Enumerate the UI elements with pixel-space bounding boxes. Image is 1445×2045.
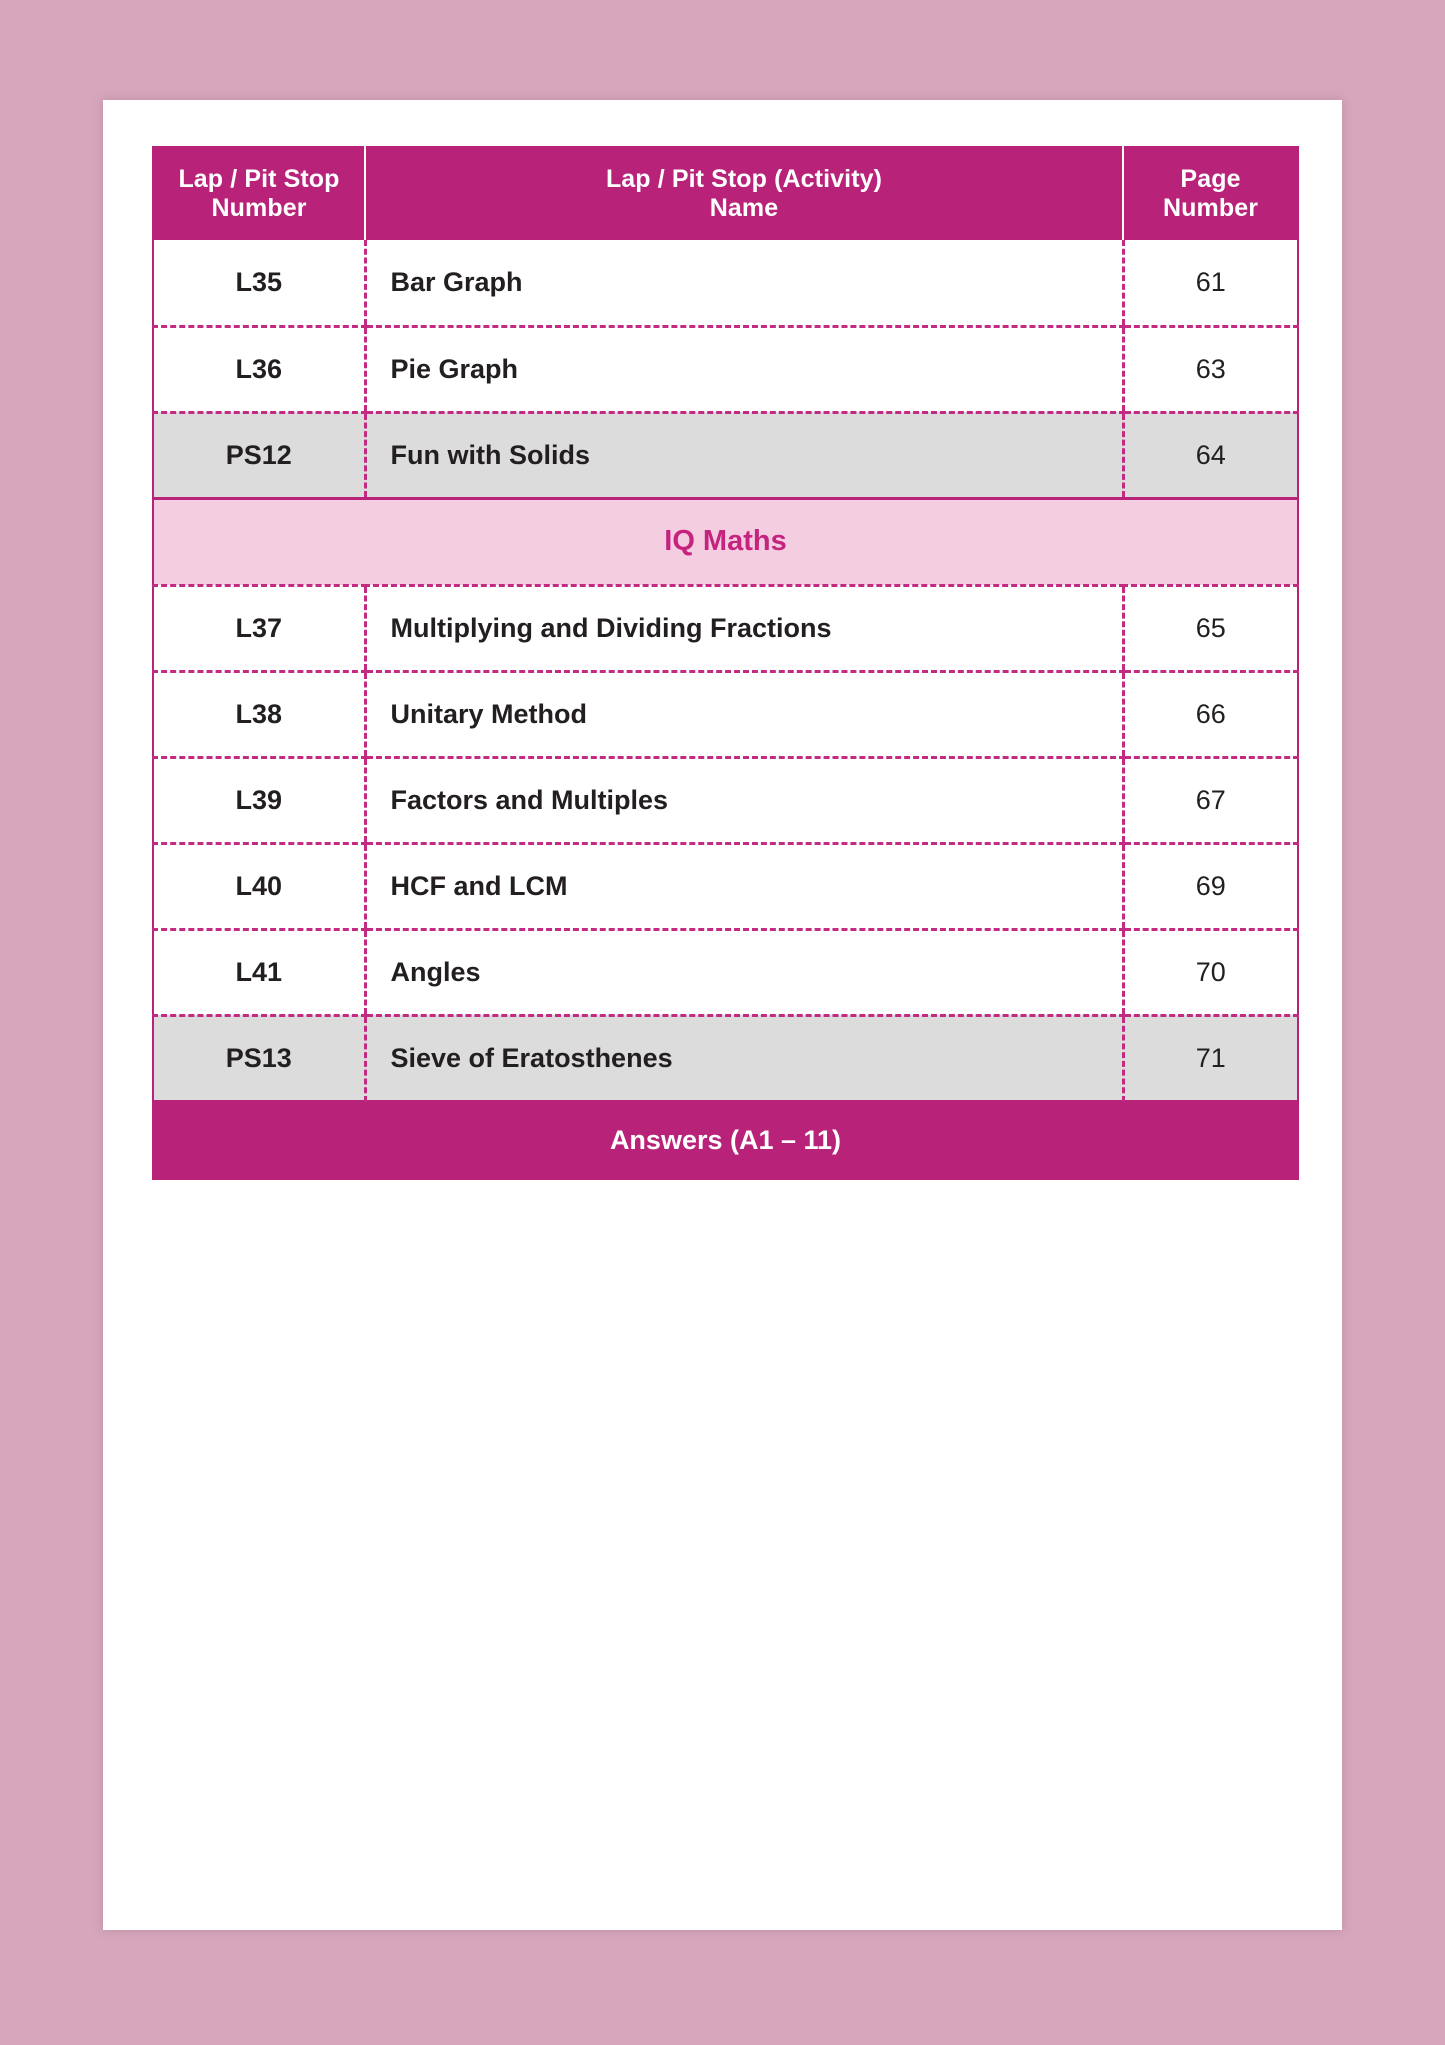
column-header-page-number — [1123, 147, 1298, 240]
table-header — [153, 147, 1298, 240]
page-sheet — [103, 100, 1342, 1930]
table-row[interactable] — [153, 757, 1298, 843]
section-title: IQ Maths — [153, 498, 1298, 585]
table-row[interactable] — [153, 843, 1298, 929]
cell-lap-number: L41 — [153, 929, 365, 1015]
cell-page-number: 67 — [1123, 757, 1298, 843]
cell-page-number: 70 — [1123, 929, 1298, 1015]
cell-page-number: 71 — [1123, 1015, 1298, 1101]
column-header-page-line2: Number — [1162, 194, 1259, 222]
answers-footer-row[interactable] — [153, 1101, 1298, 1179]
cell-page-number: 64 — [1123, 412, 1298, 498]
cell-page-number: 65 — [1123, 585, 1298, 671]
cell-page-number: 66 — [1123, 671, 1298, 757]
cell-lap-number: PS12 — [153, 412, 365, 498]
answers-label: Answers (A1 – 11) — [153, 1101, 1298, 1179]
column-header-number-line2: Number — [211, 194, 307, 222]
cell-page-number: 63 — [1123, 326, 1298, 412]
table-of-contents-table — [152, 146, 1299, 1180]
table-header-row — [153, 147, 1298, 240]
table-row[interactable] — [153, 671, 1298, 757]
cell-page-number: 61 — [1123, 240, 1298, 326]
cell-lap-number: L38 — [153, 671, 365, 757]
cell-page-number: 69 — [1123, 843, 1298, 929]
column-header-name-line1: Lap / Pit Stop (Activity) — [605, 164, 883, 193]
table-row[interactable] — [153, 929, 1298, 1015]
cell-activity-name: Pie Graph — [365, 326, 1123, 412]
cell-activity-name: Fun with Solids — [365, 412, 1123, 498]
column-header-number-line1: Lap / Pit Stop — [178, 164, 340, 193]
cell-activity-name: Factors and Multiples — [365, 757, 1123, 843]
column-header-page-line1: Page — [1180, 164, 1241, 193]
cell-activity-name: Unitary Method — [365, 671, 1123, 757]
cell-lap-number: L39 — [153, 757, 365, 843]
table-row[interactable] — [153, 1015, 1298, 1101]
column-header-name-line2: Name — [709, 194, 779, 222]
column-header-activity-name — [365, 147, 1123, 240]
cell-lap-number: L35 — [153, 240, 365, 326]
cell-lap-number: L37 — [153, 585, 365, 671]
cell-activity-name: Angles — [365, 929, 1123, 1015]
table-row[interactable] — [153, 412, 1298, 498]
table-row[interactable] — [153, 326, 1298, 412]
cell-activity-name: Bar Graph — [365, 240, 1123, 326]
table-body — [153, 240, 1298, 1179]
cell-activity-name: Multiplying and Dividing Fractions — [365, 585, 1123, 671]
table-row[interactable] — [153, 585, 1298, 671]
table-row[interactable] — [153, 240, 1298, 326]
section-header-row — [153, 498, 1298, 585]
column-header-lap-pit-stop-number — [153, 147, 365, 240]
cell-lap-number: PS13 — [153, 1015, 365, 1101]
cell-activity-name: Sieve of Eratosthenes — [365, 1015, 1123, 1101]
cell-activity-name: HCF and LCM — [365, 843, 1123, 929]
cell-lap-number: L40 — [153, 843, 365, 929]
cell-lap-number: L36 — [153, 326, 365, 412]
